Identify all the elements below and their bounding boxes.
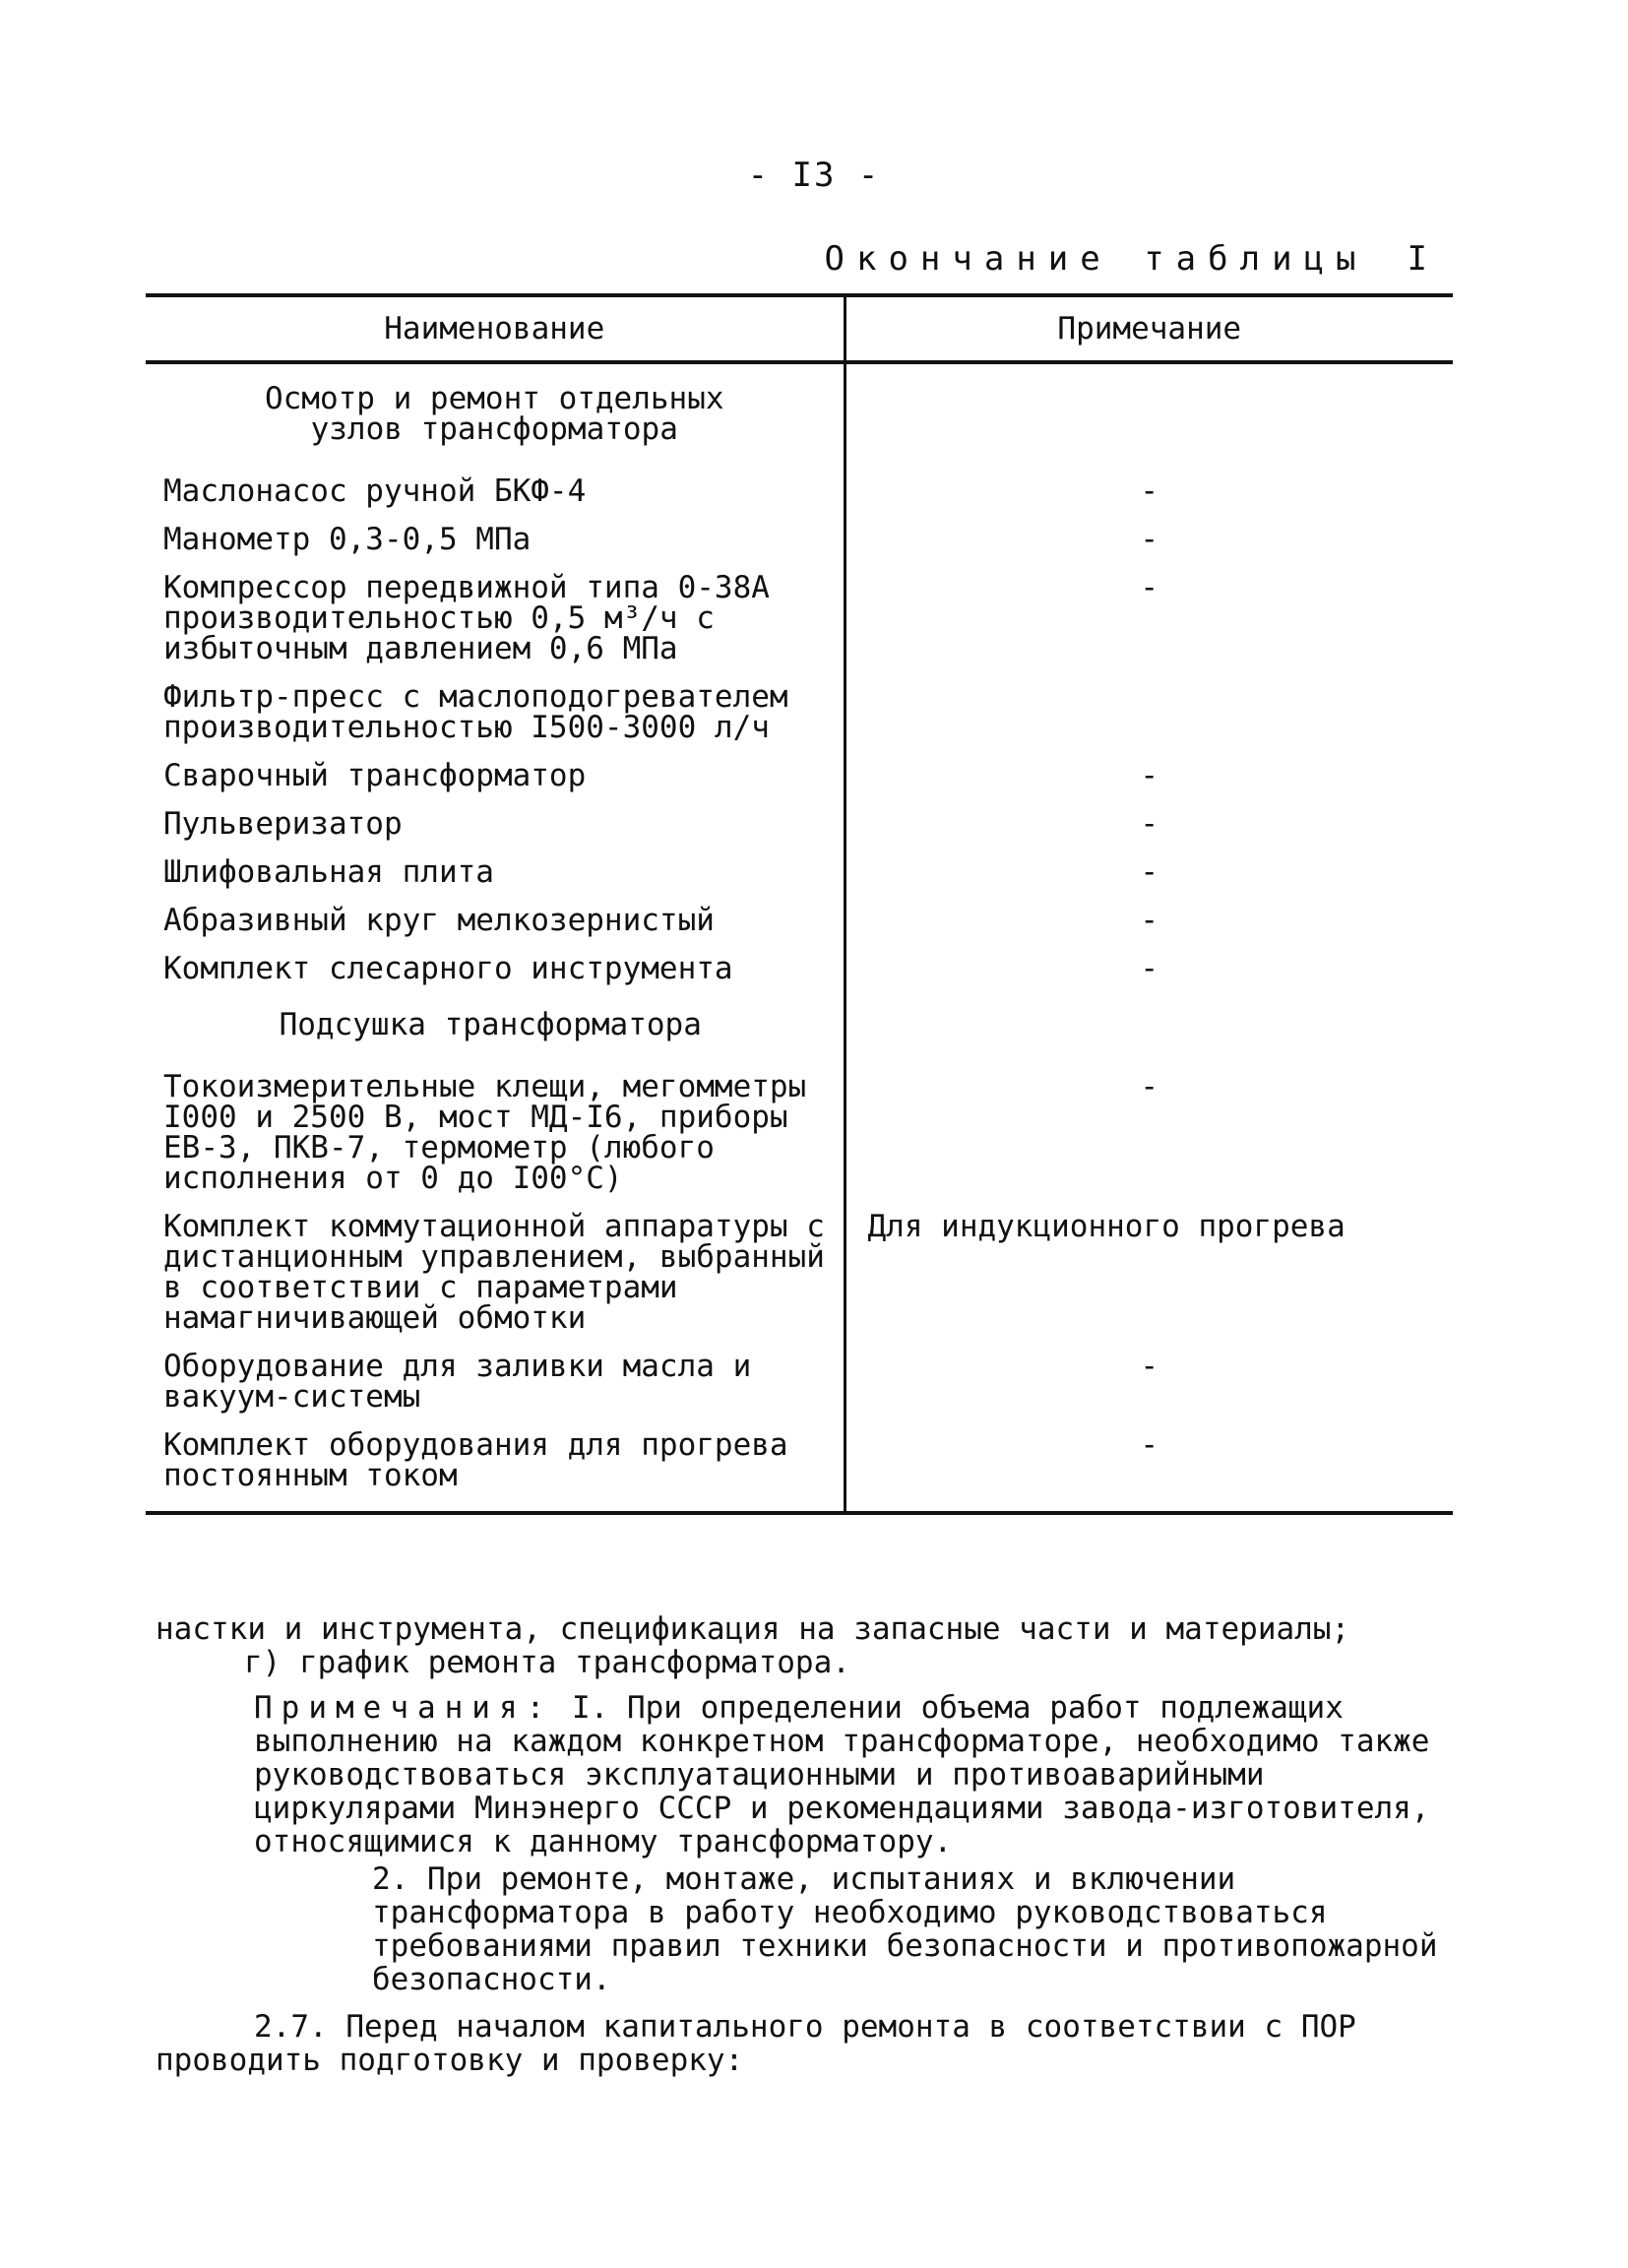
note-1: I. При определении объема работ подлежащих выполнению на каждом конкретном трансформаторе, необходимо также руководствоваться эксплуатационными и противоаварийными циркулярами Минэнерго СССР и рекомендациями завода-изготовителя, относящимися к данному трансформатору. [254, 1690, 1430, 1859]
row-note [845, 676, 1453, 755]
row-note: - [845, 1424, 1453, 1513]
table-row [146, 900, 1453, 948]
row-name: Комплект оборудования для прогрева постоянным током [146, 1424, 845, 1513]
row-note: - [1140, 570, 1159, 605]
row-note: - [1140, 854, 1159, 890]
table-row [146, 1424, 1453, 1513]
row-note: - [1140, 951, 1159, 986]
row-note [845, 362, 1453, 471]
row-note: - [1140, 758, 1159, 793]
row-name: Сварочный трансформатор [146, 755, 845, 803]
row-name: Маслонасос ручной БКФ-4 [146, 471, 845, 519]
row-name: Абразивный круг мелкозернистый [146, 900, 845, 948]
page-number: - I3 - [747, 156, 881, 195]
row-name: Токоизмерительные клещи, мегомметры I000 и 2500 В, мост МД-I6, приборы ЕВ-3, ПКВ-7, термометр (любого исполнения от 0 до I00°С) [146, 1066, 845, 1206]
table-header-row [146, 295, 1453, 362]
paragraph-continuation: настки и инструмента, спецификация на запасные части и материалы; [156, 1611, 1350, 1647]
row-note [845, 996, 1453, 1066]
header-note: Примечание [845, 295, 1453, 362]
row-note: - [1140, 806, 1159, 842]
equipment-table [146, 293, 1453, 1515]
notes-block [156, 1691, 1455, 1996]
notes-label: Примечания: [254, 1690, 554, 1726]
row-name: Компрессор передвижной типа 0-38А производительностью 0,5 м³/ч с избыточным давлением 0,6 МПа [146, 567, 845, 676]
table-row [146, 948, 1453, 996]
table-caption-number: I [1407, 239, 1427, 279]
row-note: - [1140, 473, 1159, 509]
row-name: Пульверизатор [146, 803, 845, 851]
body-text [156, 1612, 1455, 2077]
table-caption [825, 239, 1427, 279]
row-note: - [1140, 903, 1159, 938]
note-2: 2. При ремонте, монтаже, испытаниях и включении трансформатора в работу необходимо руководствоваться требованиями правил техники безопасности и противопожарной безопасности. [372, 1861, 1438, 1997]
row-note: Для индукционного прогрева [867, 1209, 1346, 1244]
row-note: - [1140, 522, 1159, 557]
row-name: Фильтр-пресс с маслоподогревателем производительностью I500-3000 л/ч [146, 676, 845, 755]
table-row [146, 567, 1453, 676]
table-caption-text: Окончание таблицы [824, 239, 1368, 279]
table-row [146, 1346, 1453, 1424]
table-row [146, 676, 1453, 755]
row-name: Комплект слесарного инструмента [146, 948, 845, 996]
table-row [146, 1066, 1453, 1206]
row-name: Манометр 0,3-0,5 МПа [146, 519, 845, 567]
row-note: - [1140, 1069, 1159, 1104]
list-item-g: г) график ремонта трансформатора. [244, 1645, 850, 1680]
table-row-section [146, 996, 1453, 1066]
table-row [146, 1206, 1453, 1346]
section-title: Подсушка трансформатора [146, 996, 845, 1066]
header-name: Наименование [146, 295, 845, 362]
row-name: Оборудование для заливки масла и вакуум-системы [146, 1346, 845, 1424]
table-row [146, 755, 1453, 803]
table-row [146, 803, 1453, 851]
paragraph-2-7: 2.7. Перед началом капитального ремонта в соответствии с ПОР проводить подготовку и проверку: [156, 2009, 1356, 2078]
table-row-section [146, 362, 1453, 471]
row-name: Комплект коммутационной аппаратуры с дистанционным управлением, выбранный в соответствии с параметрами намагничивающей обмотки [146, 1206, 845, 1346]
row-name: Шлифовальная плита [146, 851, 845, 900]
table-row [146, 519, 1453, 567]
row-note: - [1140, 1349, 1159, 1384]
table-row [146, 851, 1453, 900]
table-row [146, 471, 1453, 519]
section-title: Осмотр и ремонт отдельных узлов трансформатора [146, 362, 845, 471]
